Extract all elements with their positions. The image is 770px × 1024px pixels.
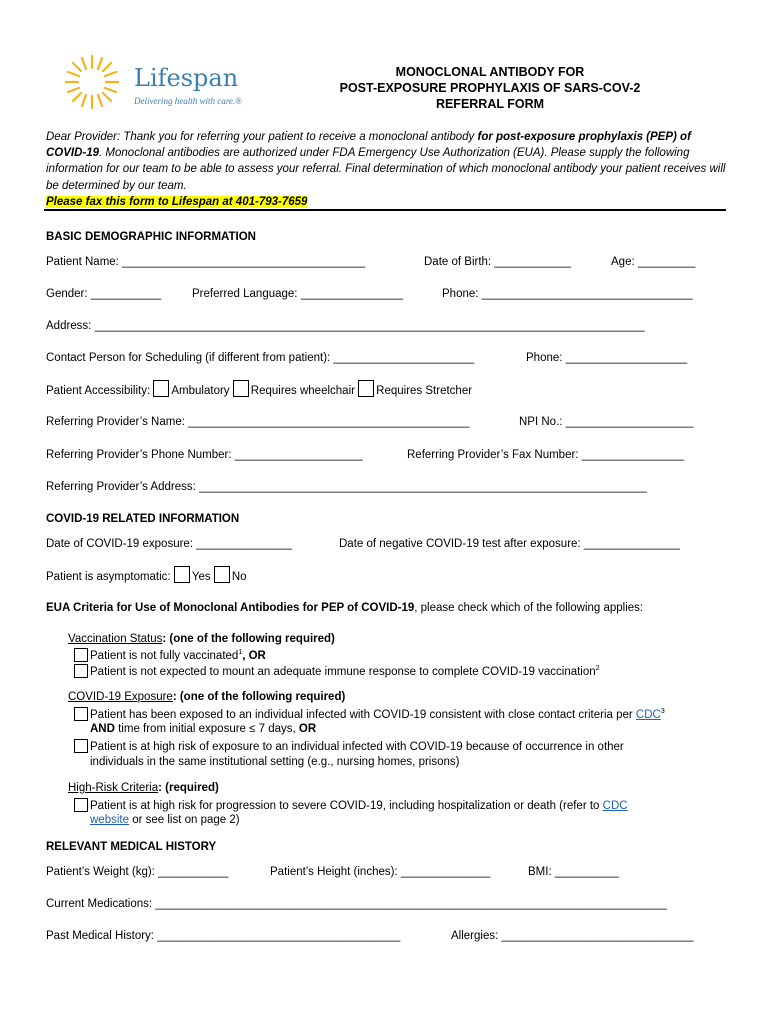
provider-fax-field[interactable]: Referring Provider’s Fax Number: ________________ — [407, 449, 685, 461]
covid-heading: COVID-19 RELATED INFORMATION — [46, 513, 240, 525]
age-field[interactable]: Age: _________ — [611, 256, 696, 268]
history-heading: RELEVANT MEDICAL HISTORY — [46, 841, 217, 853]
time-label: time from initial exposure ≤ 7 days, — [114, 723, 299, 735]
high-risk-label: High-Risk Criteria — [68, 782, 159, 794]
language-field[interactable]: Preferred Language: ________________ — [192, 288, 404, 300]
high-risk-rest: or see list on page 2) — [129, 814, 240, 826]
eua-heading — [46, 602, 643, 614]
footnote-3: 3 — [660, 708, 665, 716]
address-field[interactable]: Address: ______________________________________________________________________________________ — [46, 320, 645, 332]
gender-field[interactable]: Gender: ___________ — [46, 288, 162, 300]
intro-paragraph — [46, 129, 726, 210]
or-label-2: OR — [298, 723, 317, 735]
institutional-risk-checkbox[interactable] — [74, 739, 88, 753]
npi-field[interactable]: NPI No.: ____________________ — [519, 416, 694, 428]
stretcher-checkbox[interactable] — [358, 380, 374, 397]
asymptomatic-no-checkbox[interactable] — [214, 566, 230, 583]
title-line-3: REFERRAL FORM — [435, 97, 545, 111]
eua-heading-bold: EUA Criteria for Use of Monoclonal Antibodies for PEP of COVID-19 — [46, 602, 415, 614]
contact-phone-field[interactable]: Phone: ___________________ — [526, 352, 688, 364]
intro-text: Dear Provider: Thank you for referring your patient to receive a monoclonal antibody — [46, 131, 478, 143]
contact-person-field[interactable]: Contact Person for Scheduling (if different from patient): ______________________ — [46, 352, 475, 364]
no-immune-response-checkbox[interactable] — [74, 664, 88, 678]
past-history-field[interactable]: Past Medical History: ______________________________________ — [46, 930, 401, 942]
title-line-2: POST-EXPOSURE PROPHYLAXIS OF SARS-COV-2 — [339, 81, 641, 95]
negative-test-field[interactable]: Date of negative COVID-19 test after exposure: _______________ — [339, 538, 680, 550]
title-line-1: MONOCLONAL ANTIBODY FOR — [395, 65, 585, 79]
footnote-1: 1 — [238, 649, 243, 657]
divider — [44, 209, 726, 211]
provider-name-field[interactable]: Referring Provider’s Name: ____________________________________________ — [46, 416, 470, 428]
vaccination-option-2 — [74, 664, 600, 678]
provider-address-field[interactable]: Referring Provider’s Address: ______________________________________________________________________ — [46, 481, 647, 493]
close-contact-checkbox[interactable] — [74, 707, 88, 721]
not-vaccinated-label: Patient is not fully vaccinated — [90, 650, 239, 662]
wheelchair-checkbox[interactable] — [233, 380, 249, 397]
no-immune-response-label: Patient is not expected to mount an adequate immune response to complete COVID-19 vaccination — [90, 666, 596, 678]
high-risk-option-cont — [90, 814, 240, 826]
high-risk-heading — [68, 782, 219, 794]
and-label: AND — [90, 723, 115, 735]
not-vaccinated-checkbox[interactable] — [74, 648, 88, 662]
vaccination-heading — [68, 633, 335, 645]
high-risk-checkbox[interactable] — [74, 798, 88, 812]
patient-name-field[interactable]: Patient Name: ______________________________________ — [46, 256, 366, 268]
intro-text-2: . Monoclonal antibodies are authorized under FDA Emergency Use Authorization (EUA). Please supply the following information for our team to be able to assess your referral. Final determination of which monoclonal antibody your patient receives will be determined by our team. — [46, 147, 726, 192]
provider-phone-field[interactable]: Referring Provider’s Phone Number: ____________________ — [46, 449, 363, 461]
high-risk-req: : (required) — [158, 782, 219, 794]
exposure-date-field[interactable]: Date of COVID-19 exposure: _______________ — [46, 538, 293, 550]
exposure-label: COVID-19 Exposure — [68, 691, 173, 703]
weight-field[interactable]: Patient’s Weight (kg): ___________ — [46, 866, 229, 878]
vaccination-option-1 — [74, 648, 266, 662]
fax-instruction: Please fax this form to Lifespan at 401-793-7659 — [46, 195, 308, 208]
vaccination-label: Vaccination Status — [68, 633, 163, 645]
exposure-option-1 — [74, 707, 665, 721]
website-link[interactable]: website — [90, 814, 129, 826]
footnote-2: 2 — [595, 665, 600, 673]
high-risk-option — [74, 798, 628, 812]
institutional-risk-label: Patient is at high risk of exposure to an individual infected with COVID-19 because of occurrence in other — [90, 741, 624, 753]
bmi-field[interactable]: BMI: __________ — [528, 866, 619, 878]
intro-bold: for post-exposure prophylaxis (PEP) of COVID-19 — [46, 131, 691, 160]
form-title — [300, 64, 680, 112]
yes-label: Yes — [191, 571, 211, 583]
height-field[interactable]: Patient’s Height (inches): ______________ — [270, 866, 491, 878]
cdc-link-2[interactable]: CDC — [602, 800, 628, 812]
exposure-req: : (one of the following required) — [172, 691, 346, 703]
high-risk-text: Patient is at high risk for progression to severe COVID-19, including hospitalization or death (refer to — [90, 800, 603, 812]
exposure-option-2 — [74, 739, 624, 753]
ambulatory-label: Ambulatory — [171, 385, 230, 397]
cdc-link[interactable]: CDC — [635, 709, 661, 721]
dob-field[interactable]: Date of Birth: ____________ — [424, 256, 572, 268]
vaccination-req: : (one of the following required) — [162, 633, 335, 645]
allergies-field[interactable]: Allergies: ______________________________ — [451, 930, 694, 942]
accessibility-row — [46, 380, 472, 397]
wheelchair-label: Requires wheelchair — [250, 385, 355, 397]
ambulatory-checkbox[interactable] — [153, 380, 169, 397]
lifespan-logo — [62, 52, 252, 112]
exposure-option-2-cont: individuals in the same institutional setting (e.g., nursing homes, prisons) — [90, 756, 460, 768]
asymptomatic-yes-checkbox[interactable] — [174, 566, 190, 583]
no-label: No — [231, 571, 247, 583]
demographic-heading: BASIC DEMOGRAPHIC INFORMATION — [46, 231, 256, 243]
phone-field[interactable]: Phone: _________________________________ — [442, 288, 693, 300]
logo-tagline: Delivering health with care.® — [134, 96, 242, 106]
logo-name: Lifespan — [134, 64, 239, 92]
accessibility-label: Patient Accessibility: — [46, 385, 151, 397]
asymptomatic-label: Patient is asymptomatic: — [46, 571, 171, 583]
or-label: , OR — [242, 650, 266, 662]
close-contact-label: Patient has been exposed to an individual infected with COVID-19 consistent with close contact criteria per — [90, 709, 636, 721]
exposure-heading — [68, 691, 345, 703]
sun-logo-icon — [62, 52, 122, 112]
medications-field[interactable]: Current Medications: ________________________________________________________________________________ — [46, 898, 667, 910]
exposure-option-1-cont — [90, 723, 316, 735]
eua-heading-rest: , please check which of the following applies: — [414, 602, 644, 614]
stretcher-label: Requires Stretcher — [376, 385, 473, 397]
asymptomatic-row — [46, 566, 247, 583]
